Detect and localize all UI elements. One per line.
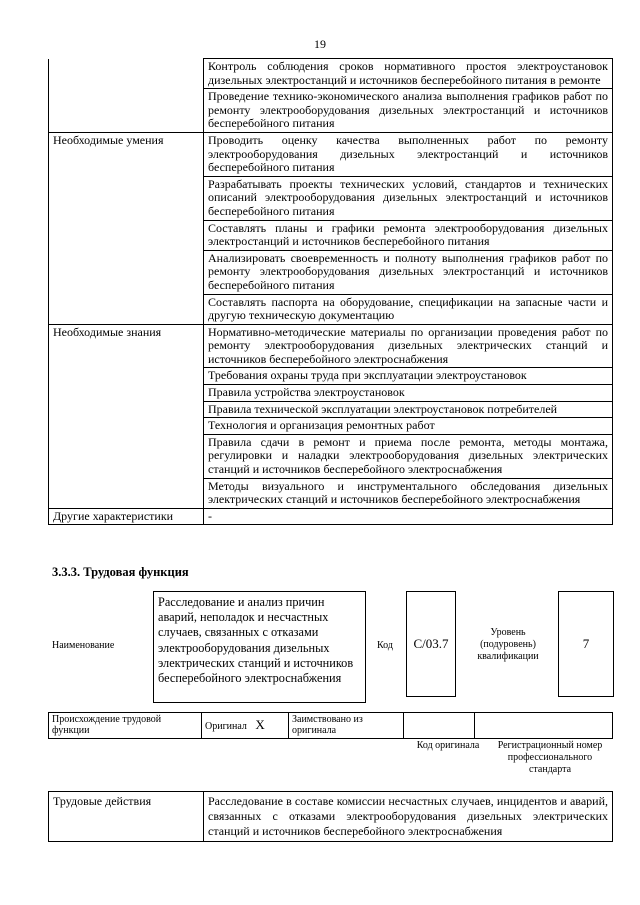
original-label: Оригинал: [205, 721, 247, 732]
row-label: [49, 401, 204, 418]
row-content: Нормативно-методические материалы по организации проведения работ по ремонту электрооборудования дизельных электрических станций и источников бесперебойного электроснабжения: [204, 324, 613, 368]
original-mark: X: [255, 717, 265, 732]
table-row: [49, 294, 613, 324]
table-row: [49, 418, 613, 435]
row-label: [49, 478, 204, 508]
row-label: [49, 368, 204, 385]
row-content: Анализировать своевременность и полноту выполнения графиков работ по ремонту электрооборудования дизельных электростанций и источников бесперебойного питания: [204, 250, 613, 294]
row-content: -: [204, 508, 613, 525]
origin-label: Происхождение трудовой функции: [49, 713, 202, 739]
table-row: [49, 59, 613, 89]
table-row: [49, 385, 613, 402]
table-row: [49, 324, 613, 368]
row-label: [49, 434, 204, 478]
row-content: Технология и организация ремонтных работ: [204, 418, 613, 435]
row-label: [49, 220, 204, 250]
table-row: [49, 89, 613, 133]
row-content: Составлять планы и графики ремонта электрооборудования дизельных электростанций и источников бесперебойного питания: [204, 220, 613, 250]
row-content: Требования охраны труда при эксплуатации электроустановок: [204, 368, 613, 385]
table-row: [49, 508, 613, 525]
actions-table: [48, 791, 613, 842]
row-label: Необходимые знания: [49, 324, 204, 368]
reg-caption: Регистрационный номер профессионального стандарта: [497, 740, 603, 775]
actions-text: Расследование в составе комиссии несчастных случаев, инцидентов и аварий, связанных с отказами электрооборудования дизельных электрических станций и источников бесперебойного электроснабжения: [204, 792, 613, 842]
code-value: С/03.7: [406, 591, 456, 697]
name-label: Наименование: [52, 640, 115, 651]
code-original-cell: [404, 713, 475, 739]
row-label: Другие характеристики: [49, 508, 204, 525]
row-label: [49, 418, 204, 435]
level-value: 7: [558, 591, 614, 697]
row-content: Правила устройства электроустановок: [204, 385, 613, 402]
reg-number-cell: [475, 713, 613, 739]
table-row: [49, 368, 613, 385]
actions-label: Трудовые действия: [49, 792, 204, 842]
borrowed-label: Заимствовано из оригинала: [289, 713, 404, 739]
original-cell: [202, 713, 289, 739]
table-row: [49, 434, 613, 478]
table-row: [49, 401, 613, 418]
row-label: [49, 294, 204, 324]
row-label: [49, 89, 204, 133]
table-row: [49, 220, 613, 250]
row-content: Контроль соблюдения сроков нормативного простоя электроустановок дизельных электростанций и источников бесперебойного питания в ремонте: [204, 59, 613, 89]
row-content: Составлять паспорта на оборудование, спецификации на запасные части и другую техническую документацию: [204, 294, 613, 324]
row-content: Правила сдачи в ремонт и приема после ремонта, методы монтажа, регулировки и наладки электрооборудования дизельных электрических станций и источников бесперебойного электроснабжения: [204, 434, 613, 478]
table-row: [49, 176, 613, 220]
row-label: [49, 385, 204, 402]
origin-table: [48, 712, 613, 739]
row-label: [49, 59, 204, 89]
row-label: [49, 250, 204, 294]
table-row: [49, 478, 613, 508]
code-label: Код: [377, 640, 393, 651]
competency-table: [48, 58, 613, 525]
row-content: Правила технической эксплуатации электроустановок потребителей: [204, 401, 613, 418]
table-row: [49, 250, 613, 294]
section-title: 3.3.3. Трудовая функция: [52, 565, 189, 579]
row-content: Методы визуального и инструментального обследования дизельных электрических станций и источников бесперебойного электроснабжения: [204, 478, 613, 508]
level-label: Уровень (подуровень) квалификации: [477, 627, 539, 662]
table-row: [49, 132, 613, 176]
code-caption: Код оригинала: [416, 740, 480, 751]
row-label: Необходимые умения: [49, 132, 204, 176]
row-content: Разрабатывать проекты технических условий, стандартов и технических описаний электрооборудования дизельных электростанций и источников бесперебойного питания: [204, 176, 613, 220]
row-content: Проведение технико-экономического анализа выполнения графиков работ по ремонту электрооборудования дизельных электростанций и источников бесперебойного питания: [204, 89, 613, 133]
row-content: Проводить оценку качества выполненных работ по ремонту электрооборудования дизельных электростанций и источников бесперебойного питания: [204, 132, 613, 176]
page-number: 19: [314, 37, 326, 51]
row-label: [49, 176, 204, 220]
function-name-box: Расследование и анализ причин аварий, неполадок и несчастных случаев, связанных с отказами электрооборудования дизельных электрических станций и источников бесперебойного электроснабжения: [153, 591, 366, 703]
